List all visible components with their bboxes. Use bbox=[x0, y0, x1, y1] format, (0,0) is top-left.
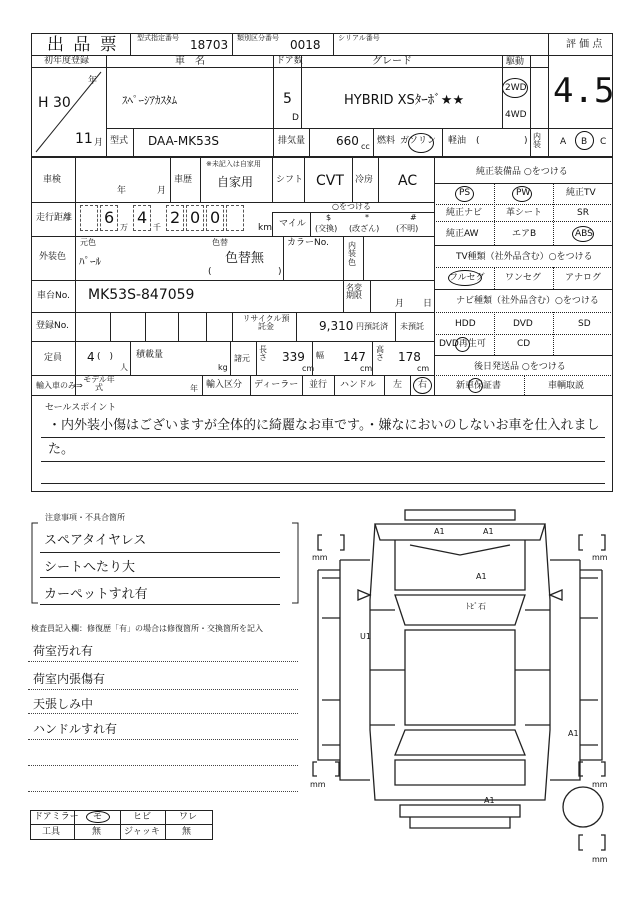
rating-label: 評 価 点 bbox=[566, 39, 603, 50]
handle-label: ハンドル bbox=[340, 380, 377, 390]
import-label: 輸入車のみ⇒ bbox=[36, 381, 83, 390]
height-value: 178 bbox=[398, 350, 421, 364]
color-label: 外装色 bbox=[39, 252, 67, 262]
mirror-h3: ワレ bbox=[179, 812, 198, 822]
width-value: 147 bbox=[343, 350, 366, 364]
capacity-label: 定員 bbox=[44, 353, 63, 363]
name-change-label: 名変期限 bbox=[346, 283, 362, 300]
chassis-value: MK53S-847059 bbox=[88, 287, 195, 303]
fuel-gasoline[interactable]: ガソリン bbox=[400, 136, 437, 146]
repaint-paren-open: ( bbox=[208, 267, 212, 277]
equip-ps: PS bbox=[459, 188, 471, 198]
fuel-label: 燃料 bbox=[377, 136, 396, 146]
length-value: 339 bbox=[282, 350, 305, 364]
equip-abs: ABS bbox=[575, 229, 593, 239]
mileage-digit-2: 4 bbox=[137, 208, 148, 227]
grade-value: HYBRID XSﾀｰﾎﾞ★★ bbox=[344, 93, 465, 108]
orig-color-value: ﾊﾟｰﾙ bbox=[79, 255, 101, 268]
equip-nav: 純正ナビ bbox=[446, 208, 483, 218]
grade-label: グレード bbox=[372, 56, 412, 67]
nav-dvd-play-circle bbox=[455, 337, 470, 352]
name-change-month: 月 bbox=[395, 299, 405, 309]
cc-unit: cc bbox=[361, 142, 370, 151]
repaint-label: 色替 bbox=[212, 238, 228, 247]
mileage-digit-5: 0 bbox=[210, 208, 221, 227]
mirror-r3: 無 bbox=[182, 827, 192, 837]
inspection-label: 車検 bbox=[43, 175, 62, 185]
ac-value: AC bbox=[398, 173, 418, 189]
mirror-r2: ジャッキ bbox=[124, 827, 160, 837]
width-cm: cm bbox=[360, 364, 373, 373]
mirror-r0: 工具 bbox=[42, 827, 61, 837]
orig-color-label: 元色 bbox=[80, 238, 96, 247]
equip-ps-circle bbox=[455, 186, 474, 202]
equip-leather: 革シート bbox=[506, 208, 543, 218]
length-cm: cm bbox=[302, 364, 315, 373]
interior-c: C bbox=[600, 137, 607, 147]
model-code-label: 型式指定番号 bbox=[137, 34, 179, 42]
day-unit: 日 bbox=[423, 299, 433, 309]
mirror-h1: モ bbox=[93, 812, 103, 822]
month-unit: 月 bbox=[94, 138, 104, 148]
recycle-paid: 円預託済 bbox=[356, 322, 388, 331]
equip-pw: PW bbox=[516, 188, 531, 198]
capacity-value: 4 bbox=[87, 350, 95, 364]
handle-left: 左 bbox=[393, 380, 403, 390]
mark-chip: ﾄﾋﾞ石 bbox=[466, 602, 486, 611]
color-no-label: カラーNo. bbox=[287, 238, 329, 248]
shift-value: CVT bbox=[316, 173, 344, 189]
model-value: DAA-MK53S bbox=[148, 134, 219, 148]
mile-option: マイル bbox=[279, 219, 306, 229]
mileage-digit-1: 6 bbox=[104, 208, 115, 227]
recycle-unpaid: 未預託 bbox=[400, 322, 424, 331]
mark-front-1: A1 bbox=[434, 527, 445, 536]
first-reg-era: H 30 bbox=[38, 95, 71, 111]
nav-dvd: DVD bbox=[513, 319, 533, 329]
doors-value: 5 bbox=[283, 91, 292, 107]
serial-label: シリアル番号 bbox=[338, 34, 380, 42]
mm-4: mm bbox=[592, 780, 608, 789]
recycle-amount: 9,310 bbox=[319, 319, 354, 333]
tv-fullseg: フルセグ bbox=[449, 273, 485, 283]
drive-2wd-circle bbox=[502, 78, 528, 98]
rear-label: 後日発送品 ○をつける bbox=[474, 362, 566, 372]
sales-label: セールスポイント bbox=[45, 403, 117, 413]
nav-sd: SD bbox=[578, 319, 591, 329]
mileage-km: km bbox=[258, 223, 272, 233]
inspector-2: 荷室内張傷有 bbox=[33, 672, 106, 686]
interior-b-circle bbox=[575, 131, 594, 150]
history-note: ※未記入は自家用 bbox=[206, 160, 261, 168]
model-code: 18703 bbox=[190, 38, 229, 52]
height-cm: cm bbox=[417, 364, 430, 373]
reg-no-label: 登録No. bbox=[36, 321, 69, 331]
nav-dvd-play: DVD再生可 bbox=[439, 339, 486, 349]
nav-cd: CD bbox=[517, 339, 531, 349]
int-color-label: 内装色 bbox=[348, 241, 356, 267]
sales-line1: ・内外装小傷はございますが全体的に綺麗なお車です。・嫌なにおいのしないお車を仕入れまし bbox=[48, 418, 600, 433]
mileage-circle-note: ○をつける bbox=[332, 202, 371, 211]
mileage-exchange: (交換) bbox=[315, 224, 338, 233]
model-label: 型式 bbox=[110, 136, 129, 146]
interior-label: 内装 bbox=[533, 132, 541, 149]
mileage-dollar: $ bbox=[326, 213, 332, 222]
car-name: ｽﾍﾟｰｼｱｶｽﾀﾑ bbox=[122, 94, 177, 107]
mark-rear: A1 bbox=[484, 796, 495, 805]
car-name-label: 車 名 bbox=[175, 56, 205, 67]
note-1: スペアタイヤレス bbox=[44, 533, 147, 548]
import-dealer: ディーラー bbox=[254, 380, 299, 390]
mm-1: mm bbox=[312, 553, 328, 562]
handle-right-circle bbox=[413, 377, 432, 394]
import-parallel: 並行 bbox=[309, 380, 328, 390]
shift-label: シフト bbox=[276, 175, 304, 185]
mm-3: mm bbox=[310, 780, 326, 789]
doors-label: ドア数 bbox=[276, 56, 303, 66]
door-type: D bbox=[292, 113, 299, 123]
tv-fullseg-circle bbox=[448, 270, 482, 286]
fuel-diesel[interactable]: 軽油 bbox=[448, 136, 467, 146]
mileage-unknown: (不明) bbox=[396, 224, 419, 233]
nav-label: ナビ種類（社外品含む）○をつける bbox=[456, 296, 599, 306]
first-reg-label: 初年度登録 bbox=[44, 56, 90, 66]
fuel-gasoline-circle bbox=[408, 133, 434, 153]
mirror-h2: ヒビ bbox=[133, 812, 152, 822]
mm-2: mm bbox=[592, 553, 608, 562]
handle-right: 右 bbox=[418, 380, 428, 390]
history-label: 車歴 bbox=[174, 175, 193, 185]
equip-airbag: エアB bbox=[512, 229, 537, 239]
model-year-label: モデル年式 bbox=[83, 375, 115, 393]
capacity-person: 人 bbox=[120, 363, 128, 372]
note-2: シートへたり大 bbox=[44, 560, 136, 575]
recycle-label: リサイクル預託金 bbox=[242, 314, 290, 331]
repaint-value: 色替無 bbox=[225, 251, 265, 266]
drive-4wd[interactable]: 4WD bbox=[505, 110, 527, 120]
equip-tv: 純正TV bbox=[566, 188, 596, 198]
year-unit: 年 bbox=[88, 76, 98, 86]
capacity-paren: ( ) bbox=[97, 352, 114, 362]
rear-warranty-circle bbox=[468, 378, 483, 393]
import-type-label: 輸入区分 bbox=[206, 380, 243, 390]
mirror-h1-circle bbox=[86, 811, 110, 823]
sales-line2: た。 bbox=[48, 442, 75, 457]
rear-warranty: 新車保証書 bbox=[456, 381, 502, 391]
chassis-label: 車台No. bbox=[37, 291, 70, 301]
interior-a: A bbox=[560, 137, 567, 147]
mirror-r1: 無 bbox=[92, 827, 102, 837]
notes-label: 注意事項・不具合箇所 bbox=[45, 513, 125, 522]
mileage-tampered: (改ざん) bbox=[349, 224, 380, 233]
equip-abs-circle bbox=[572, 226, 594, 242]
mirror-h0: ドアミラー bbox=[34, 812, 79, 822]
inspector-4: ハンドルすれ有 bbox=[33, 722, 118, 736]
tv-oneseg: ワンセグ bbox=[505, 273, 542, 283]
nav-hdd: HDD bbox=[455, 319, 476, 329]
height-label: 高さ bbox=[376, 345, 384, 362]
fuel-paren-close: ) bbox=[524, 136, 528, 146]
equip-pw-circle bbox=[512, 186, 532, 202]
history-value: 自家用 bbox=[217, 175, 254, 189]
width-label: 幅 bbox=[316, 351, 324, 360]
dims-label: 諸元 bbox=[234, 354, 250, 363]
first-reg-month: 11 bbox=[75, 131, 93, 147]
rear-manual: 車輌取説 bbox=[548, 381, 585, 391]
ac-label: 冷房 bbox=[355, 175, 374, 185]
repaint-paren-close: ) bbox=[278, 267, 282, 277]
oem-label: 純正装備品 ○をつける bbox=[476, 167, 568, 177]
mark-right: A1 bbox=[568, 729, 579, 738]
mileage-digit-3: 2 bbox=[170, 208, 181, 227]
mileage-label: 走行距離 bbox=[36, 213, 73, 223]
length-label: 長さ bbox=[259, 345, 267, 362]
inspector-3: 天張しみ中 bbox=[33, 697, 94, 711]
interior-b: B bbox=[581, 137, 588, 147]
load-kg: kg bbox=[218, 363, 228, 372]
displacement-label: 排気量 bbox=[278, 136, 306, 146]
inspector-1: 荷室汚れ有 bbox=[33, 644, 94, 658]
drive-label: 駆動 bbox=[506, 57, 525, 67]
load-label: 積載量 bbox=[136, 350, 164, 360]
mileage-hash: # bbox=[410, 213, 417, 222]
equip-aw: 純正AW bbox=[446, 229, 479, 239]
note-3: カーペットすれ有 bbox=[44, 587, 148, 602]
category-no: 0018 bbox=[290, 38, 321, 52]
inspection-month: 月 bbox=[157, 186, 167, 196]
inspection-year: 年 bbox=[117, 186, 127, 196]
car-damage-diagram bbox=[300, 500, 630, 870]
mileage-man: 万 bbox=[120, 223, 128, 232]
mileage-digit-4: 0 bbox=[190, 208, 201, 227]
drive-2wd[interactable]: 2WD bbox=[505, 83, 527, 93]
equip-sr: SR bbox=[577, 208, 589, 218]
fuel-paren-open: ( bbox=[476, 136, 480, 146]
rating-value: 4.5 bbox=[553, 71, 615, 111]
mileage-sen: 千 bbox=[153, 223, 161, 232]
page-title: 出 品 票 bbox=[47, 35, 119, 55]
model-year-unit: 年 bbox=[190, 384, 198, 393]
inspector-label: 検査員記入欄：修復歴「有」の場合は修復箇所・交換箇所を記入 bbox=[31, 624, 263, 633]
tv-label: TV種類（社外品含む）○をつける bbox=[456, 252, 593, 262]
mark-side: U1 bbox=[360, 632, 371, 641]
mileage-star: * bbox=[365, 213, 369, 222]
tv-analog: アナログ bbox=[565, 273, 602, 283]
displacement-value: 660 bbox=[336, 134, 359, 148]
mm-5: mm bbox=[592, 855, 608, 864]
mark-hood: A1 bbox=[476, 572, 487, 581]
mark-front-2: A1 bbox=[483, 527, 494, 536]
category-label: 類別区分番号 bbox=[237, 34, 279, 42]
